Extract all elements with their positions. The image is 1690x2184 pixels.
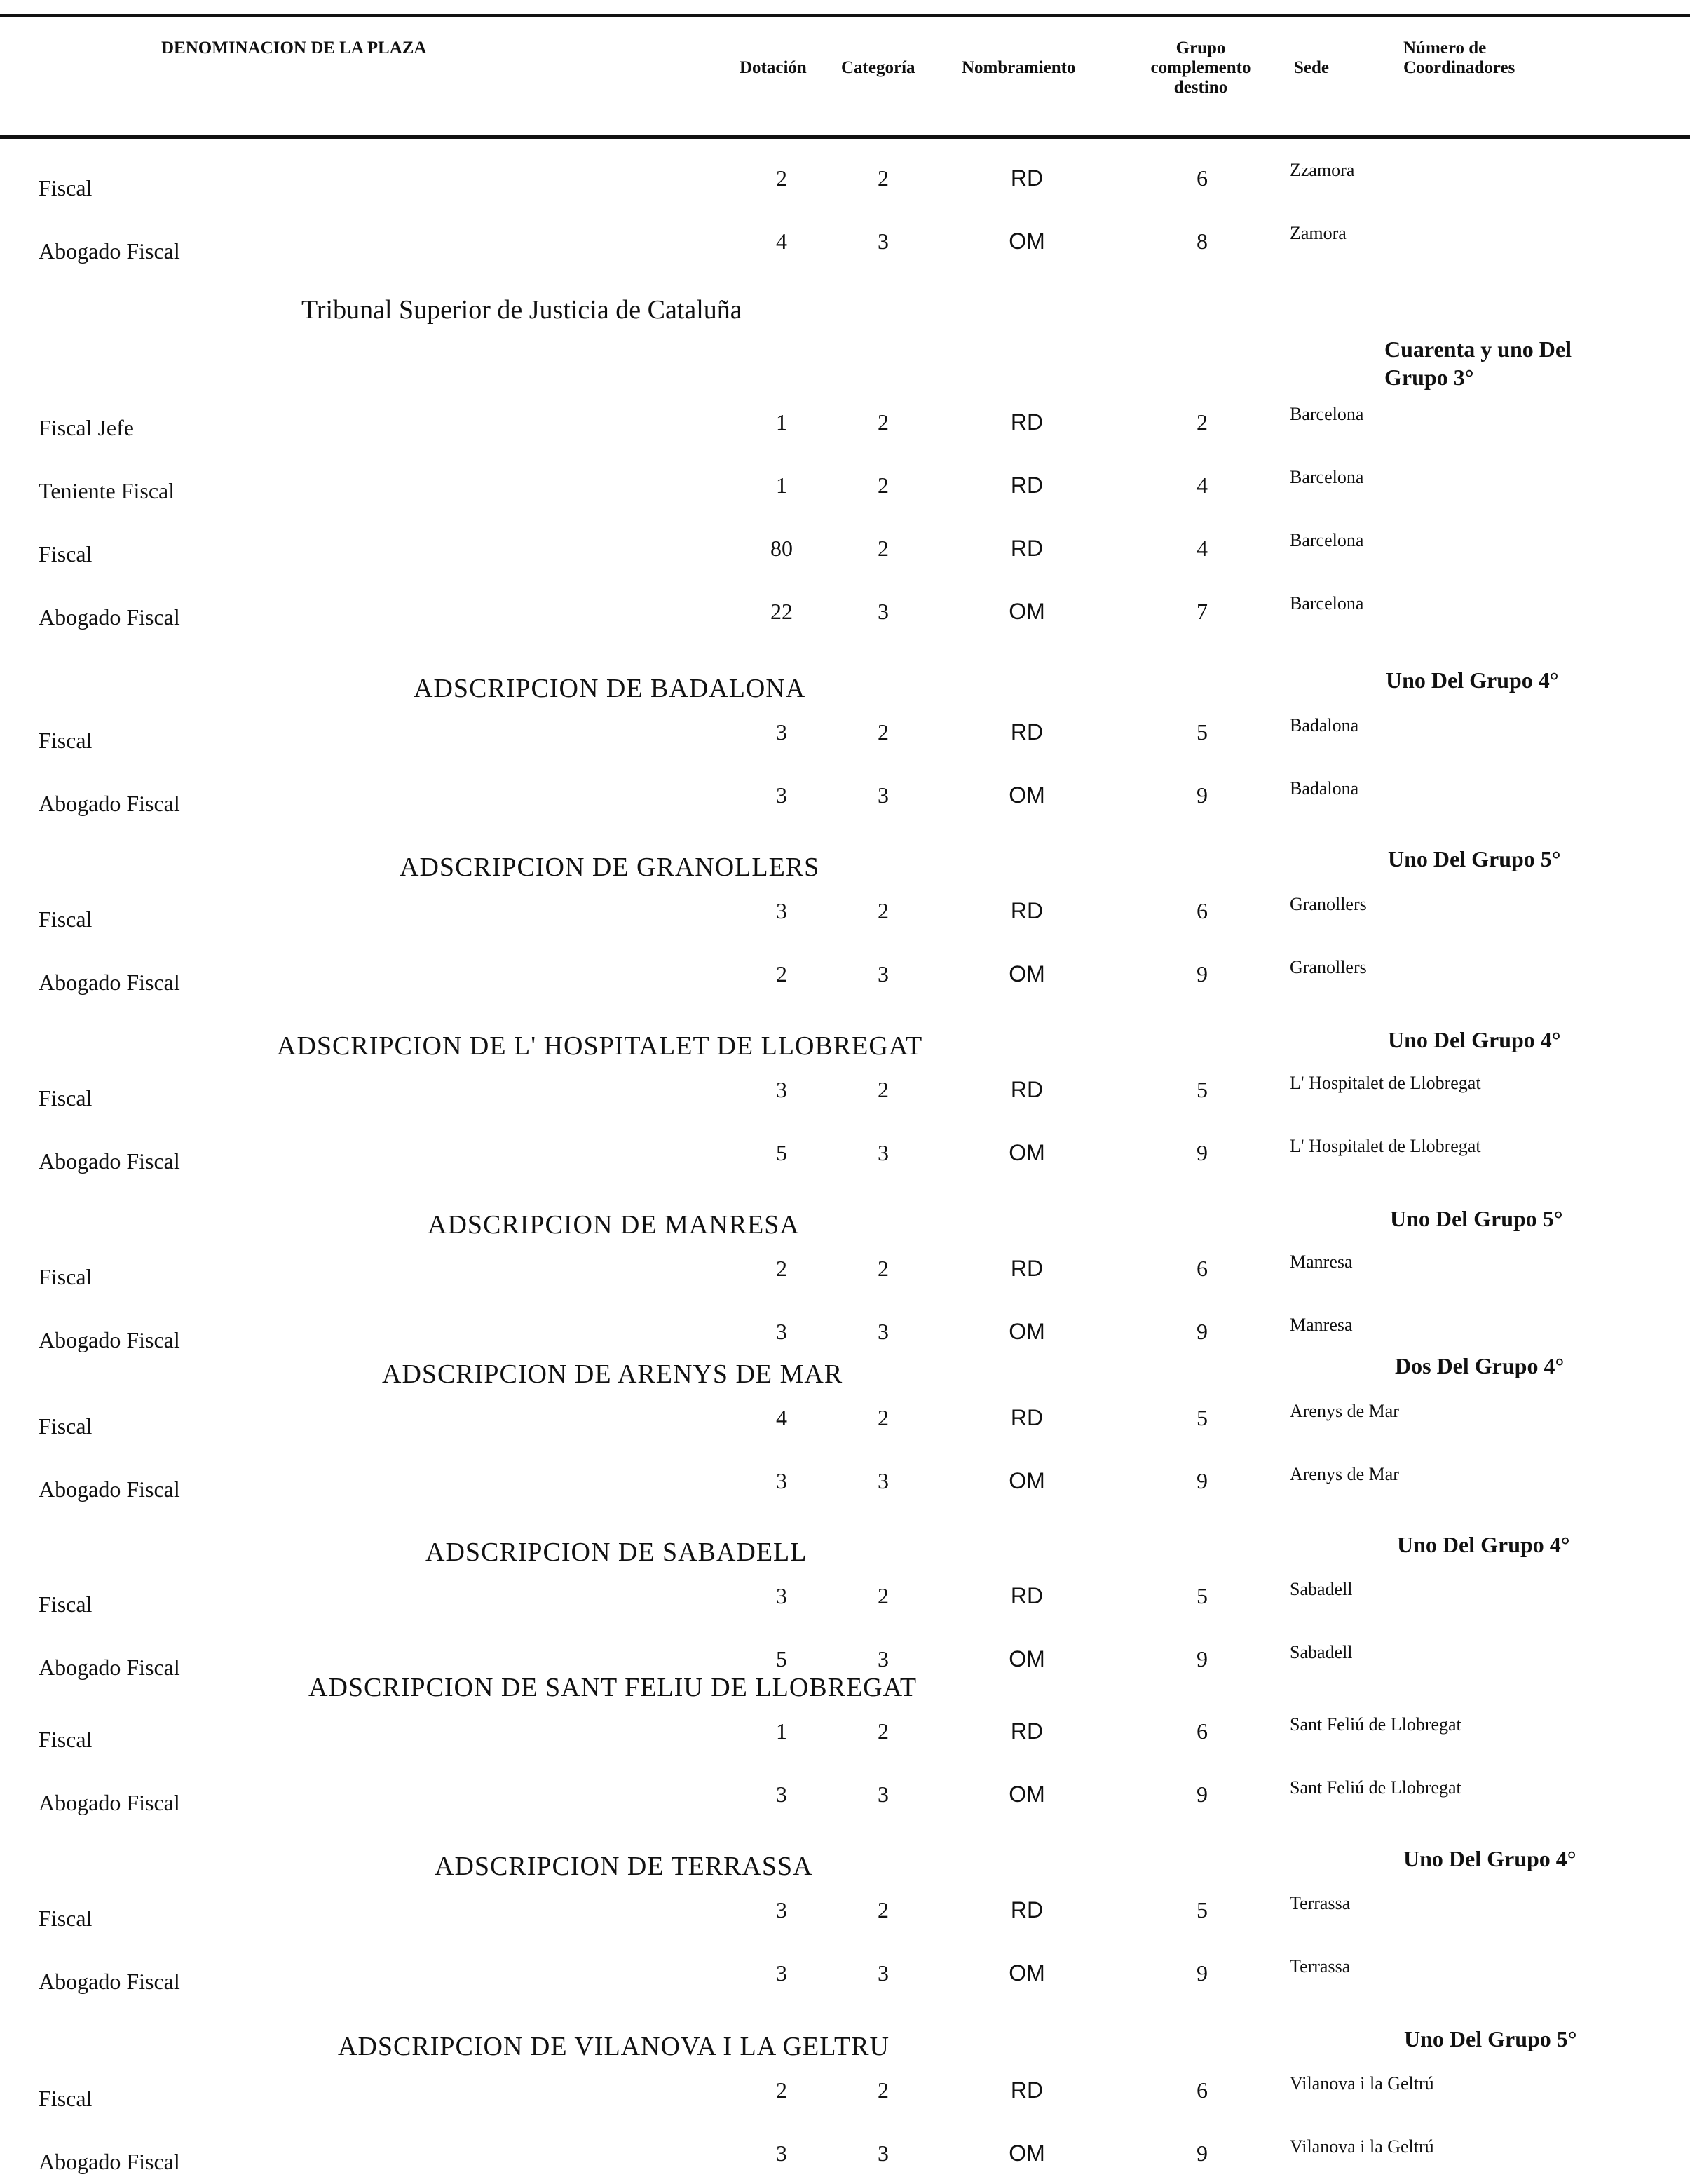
dotacion-cell: 4: [776, 1405, 787, 1430]
sede-cell: L' Hospitalet de Llobregat: [1290, 1136, 1481, 1156]
dotacion-cell: 2: [776, 1256, 787, 1281]
grupo-cell: 9: [1197, 1782, 1208, 1807]
denominacion-cell: Abogado Fiscal: [39, 1969, 180, 1994]
sede-cell: Badalona: [1290, 715, 1359, 735]
table-row: [0, 160, 1690, 210]
coordinadores-value: Dos Del Grupo 4°: [1395, 1353, 1565, 1378]
categoria-cell: 3: [878, 2141, 889, 2166]
dotacion-cell: 3: [776, 1583, 787, 1608]
table-row: [0, 1893, 1690, 1941]
header-sede: Sede: [1294, 58, 1329, 77]
table-row: [0, 1136, 1690, 1183]
table-row: [0, 404, 1690, 450]
categoria-cell: 2: [878, 1405, 889, 1430]
grupo-cell: 9: [1197, 782, 1208, 808]
denominacion-cell: Fiscal: [39, 1727, 93, 1752]
dotacion-cell: 3: [776, 1897, 787, 1922]
dotacion-cell: 3: [776, 1077, 787, 1102]
denominacion-cell: Teniente Fiscal: [39, 478, 175, 503]
categoria-cell: 2: [878, 1077, 889, 1102]
denominacion-cell: Abogado Fiscal: [39, 2149, 180, 2174]
denominacion-cell: Fiscal: [39, 1592, 93, 1617]
grupo-cell: 9: [1197, 961, 1208, 986]
categoria-cell: 2: [878, 1583, 889, 1608]
table-row: [0, 894, 1690, 942]
coordinadores-value: Uno Del Grupo 4°: [1388, 1027, 1561, 1052]
sede-cell: Zzamora: [1290, 160, 1355, 180]
sede-cell: Zamora: [1290, 223, 1347, 243]
dotacion-cell: 4: [776, 229, 787, 254]
header-grupo: Grupo complemento destino: [1150, 39, 1251, 97]
categoria-cell: 2: [878, 1718, 889, 1744]
nombramiento-cell: OM: [1009, 1782, 1045, 1807]
denominacion-cell: Fiscal: [39, 1413, 93, 1439]
nombramiento-cell: OM: [1009, 1140, 1045, 1165]
section-title: ADSCRIPCION DE L' HOSPITALET DE LLOBREGAT: [277, 1031, 923, 1061]
dotacion-cell: 3: [776, 1319, 787, 1344]
grupo-cell: 9: [1197, 1319, 1208, 1344]
section-title-tribunal: Tribunal Superior de Justicia de Cataluña: [301, 295, 742, 325]
dotacion-cell: 1: [776, 1718, 787, 1744]
table-row: [0, 1073, 1690, 1120]
nombramiento-cell: OM: [1009, 782, 1045, 808]
categoria-cell: 3: [878, 782, 889, 808]
table-row: [0, 593, 1690, 639]
coordinadores-value: Uno Del Grupo 4°: [1403, 1846, 1576, 1871]
coordinadores-value: Uno Del Grupo 5°: [1404, 2026, 1577, 2051]
nombramiento-cell: RD: [1010, 898, 1044, 923]
nombramiento-cell: RD: [1010, 719, 1044, 745]
dotacion-cell: 1: [776, 409, 787, 435]
nombramiento-cell: OM: [1009, 599, 1045, 624]
grupo-cell: 6: [1197, 1718, 1208, 1744]
sede-cell: Sabadell: [1290, 1642, 1353, 1662]
grupo-cell: 5: [1197, 1583, 1208, 1608]
dotacion-cell: 1: [776, 473, 787, 498]
categoria-cell: 3: [878, 1960, 889, 1986]
table-row: [0, 778, 1690, 826]
table-row: [0, 2073, 1690, 2121]
table-row: [0, 1777, 1690, 1825]
categoria-cell: 3: [878, 961, 889, 986]
dotacion-cell: 3: [776, 2141, 787, 2166]
dotacion-cell: 5: [776, 1140, 787, 1165]
grupo-cell: 7: [1197, 599, 1208, 624]
nombramiento-cell: OM: [1009, 2141, 1045, 2166]
table-row: [0, 1579, 1690, 1627]
sede-cell: Manresa: [1290, 1252, 1353, 1272]
grupo-cell: 8: [1197, 229, 1208, 254]
nombramiento-cell: RD: [1010, 1897, 1044, 1922]
table-row: [0, 1252, 1690, 1299]
categoria-cell: 2: [878, 165, 889, 191]
section-title: ADSCRIPCION DE SANT FELIU DE LLOBREGAT: [308, 1673, 918, 1702]
grupo-cell: 4: [1197, 536, 1208, 561]
nombramiento-cell: OM: [1009, 1646, 1045, 1671]
denominacion-cell: Abogado Fiscal: [39, 604, 180, 630]
denominacion-cell: Fiscal: [39, 907, 93, 932]
sede-cell: L' Hospitalet de Llobregat: [1290, 1073, 1481, 1093]
categoria-cell: 3: [878, 1319, 889, 1344]
dotacion-cell: 2: [776, 165, 787, 191]
nombramiento-cell: RD: [1010, 409, 1044, 435]
dotacion-cell: 5: [776, 1646, 787, 1671]
grupo-cell: 6: [1197, 898, 1208, 923]
dotacion-cell: 3: [776, 782, 787, 808]
nombramiento-cell: RD: [1010, 2077, 1044, 2103]
header-coordinadores: Número de Coordinadores: [1403, 39, 1515, 77]
header-dotacion: Dotación: [740, 58, 807, 77]
categoria-cell: 2: [878, 1256, 889, 1281]
categoria-cell: 2: [878, 898, 889, 923]
grupo-cell: 9: [1197, 1646, 1208, 1671]
denominacion-cell: Fiscal Jefe: [39, 415, 134, 440]
sede-cell: Sant Feliú de Llobregat: [1290, 1777, 1461, 1798]
denominacion-cell: Abogado Fiscal: [39, 1790, 180, 1815]
top-rule: [0, 14, 1690, 17]
sede-cell: Manresa: [1290, 1315, 1353, 1335]
categoria-cell: 2: [878, 719, 889, 745]
section-title: ADSCRIPCION DE SABADELL: [425, 1538, 807, 1567]
dotacion-cell: 3: [776, 1468, 787, 1493]
table-row: [0, 715, 1690, 763]
grupo-cell: 9: [1197, 2141, 1208, 2166]
grupo-cell: 6: [1197, 165, 1208, 191]
grupo-cell: 9: [1197, 1960, 1208, 1986]
grupo-cell: 5: [1197, 1077, 1208, 1102]
sede-cell: Barcelona: [1290, 404, 1364, 424]
sede-cell: Barcelona: [1290, 530, 1364, 550]
table-row: [0, 1714, 1690, 1762]
grupo-cell: 5: [1197, 1897, 1208, 1922]
table-row: [0, 1464, 1690, 1512]
denominacion-cell: Abogado Fiscal: [39, 970, 180, 995]
categoria-cell: 3: [878, 599, 889, 624]
dotacion-cell: 80: [770, 536, 793, 561]
table-row: [0, 467, 1690, 513]
nombramiento-cell: OM: [1009, 961, 1045, 986]
table-row: [0, 2136, 1690, 2184]
coordinadores-value: Uno Del Grupo 5°: [1388, 846, 1561, 871]
categoria-cell: 3: [878, 229, 889, 254]
sede-cell: Arenys de Mar: [1290, 1464, 1399, 1484]
denominacion-cell: Abogado Fiscal: [39, 791, 180, 816]
table-row: [0, 957, 1690, 1005]
sede-cell: Badalona: [1290, 778, 1359, 799]
grupo-cell: 4: [1197, 473, 1208, 498]
categoria-cell: 2: [878, 2077, 889, 2103]
sede-cell: Barcelona: [1290, 467, 1364, 487]
nombramiento-cell: RD: [1010, 1077, 1044, 1102]
dotacion-cell: 3: [776, 1782, 787, 1807]
denominacion-cell: Abogado Fiscal: [39, 238, 180, 264]
nombramiento-cell: RD: [1010, 1583, 1044, 1608]
grupo-cell: 6: [1197, 1256, 1208, 1281]
section-title: ADSCRIPCION DE BADALONA: [414, 674, 806, 703]
sede-cell: Barcelona: [1290, 593, 1364, 613]
sede-cell: Sant Feliú de Llobregat: [1290, 1714, 1461, 1735]
nombramiento-cell: RD: [1010, 473, 1044, 498]
denominacion-cell: Fiscal: [39, 2086, 93, 2111]
dotacion-cell: 22: [770, 599, 793, 624]
denominacion-cell: Fiscal: [39, 541, 93, 567]
header-rule: [0, 135, 1690, 139]
table-row: [0, 1401, 1690, 1449]
dotacion-cell: 2: [776, 961, 787, 986]
sede-cell: Arenys de Mar: [1290, 1401, 1399, 1421]
section-title: ADSCRIPCION DE ARENYS DE MAR: [382, 1359, 843, 1389]
dotacion-cell: 3: [776, 719, 787, 745]
section-title: ADSCRIPCION DE GRANOLLERS: [400, 853, 820, 882]
nombramiento-cell: RD: [1010, 1256, 1044, 1281]
table-row: [0, 1956, 1690, 2004]
denominacion-cell: Fiscal: [39, 175, 93, 201]
grupo-cell: 9: [1197, 1140, 1208, 1165]
coordinadores-tribunal: Cuarenta y uno Del Grupo 3°: [1384, 337, 1572, 390]
grupo-cell: 6: [1197, 2077, 1208, 2103]
nombramiento-cell: OM: [1009, 1468, 1045, 1493]
dotacion-cell: 2: [776, 2077, 787, 2103]
sede-cell: Terrassa: [1290, 1956, 1351, 1976]
categoria-cell: 2: [878, 1897, 889, 1922]
nombramiento-cell: RD: [1010, 165, 1044, 191]
grupo-cell: 2: [1197, 409, 1208, 435]
coordinadores-value: Uno Del Grupo 4°: [1397, 1532, 1570, 1557]
categoria-cell: 2: [878, 473, 889, 498]
nombramiento-cell: RD: [1010, 1405, 1044, 1430]
categoria-cell: 3: [878, 1468, 889, 1493]
denominacion-cell: Fiscal: [39, 728, 93, 753]
nombramiento-cell: OM: [1009, 229, 1045, 254]
categoria-cell: 2: [878, 409, 889, 435]
grupo-cell: 5: [1197, 1405, 1208, 1430]
sede-cell: Vilanova i la Geltrú: [1290, 2136, 1434, 2157]
categoria-cell: 3: [878, 1782, 889, 1807]
coordinadores-value: Uno Del Grupo 5°: [1390, 1206, 1563, 1231]
categoria-cell: 3: [878, 1140, 889, 1165]
denominacion-cell: Fiscal: [39, 1264, 93, 1289]
sede-cell: Vilanova i la Geltrú: [1290, 2073, 1434, 2094]
sede-cell: Sabadell: [1290, 1579, 1353, 1599]
nombramiento-cell: RD: [1010, 1718, 1044, 1744]
denominacion-cell: Abogado Fiscal: [39, 1655, 180, 1680]
table-row: [0, 530, 1690, 576]
coordinadores-value: Uno Del Grupo 4°: [1386, 667, 1559, 693]
sede-cell: Granollers: [1290, 894, 1367, 914]
grupo-cell: 9: [1197, 1468, 1208, 1493]
sede-cell: Granollers: [1290, 957, 1367, 977]
dotacion-cell: 3: [776, 1960, 787, 1986]
categoria-cell: 2: [878, 536, 889, 561]
denominacion-cell: Abogado Fiscal: [39, 1148, 180, 1174]
denominacion-cell: Fiscal: [39, 1906, 93, 1931]
header-categoria: Categoría: [841, 58, 915, 77]
denominacion-cell: Abogado Fiscal: [39, 1327, 180, 1352]
nombramiento-cell: OM: [1009, 1319, 1045, 1344]
grupo-cell: 5: [1197, 719, 1208, 745]
denominacion-cell: Abogado Fiscal: [39, 1477, 180, 1502]
nombramiento-cell: OM: [1009, 1960, 1045, 1986]
categoria-cell: 3: [878, 1646, 889, 1671]
nombramiento-cell: RD: [1010, 536, 1044, 561]
header-denominacion: DENOMINACION DE LA PLAZA: [161, 39, 427, 57]
header-nombramiento: Nombramiento: [962, 58, 1076, 77]
dotacion-cell: 3: [776, 898, 787, 923]
denominacion-cell: Fiscal: [39, 1085, 93, 1111]
section-title: ADSCRIPCION DE TERRASSA: [435, 1852, 813, 1881]
table-row: [0, 223, 1690, 273]
section-title: ADSCRIPCION DE VILANOVA I LA GELTRU: [338, 2032, 890, 2061]
sede-cell: Terrassa: [1290, 1893, 1351, 1913]
section-title: ADSCRIPCION DE MANRESA: [428, 1210, 800, 1240]
